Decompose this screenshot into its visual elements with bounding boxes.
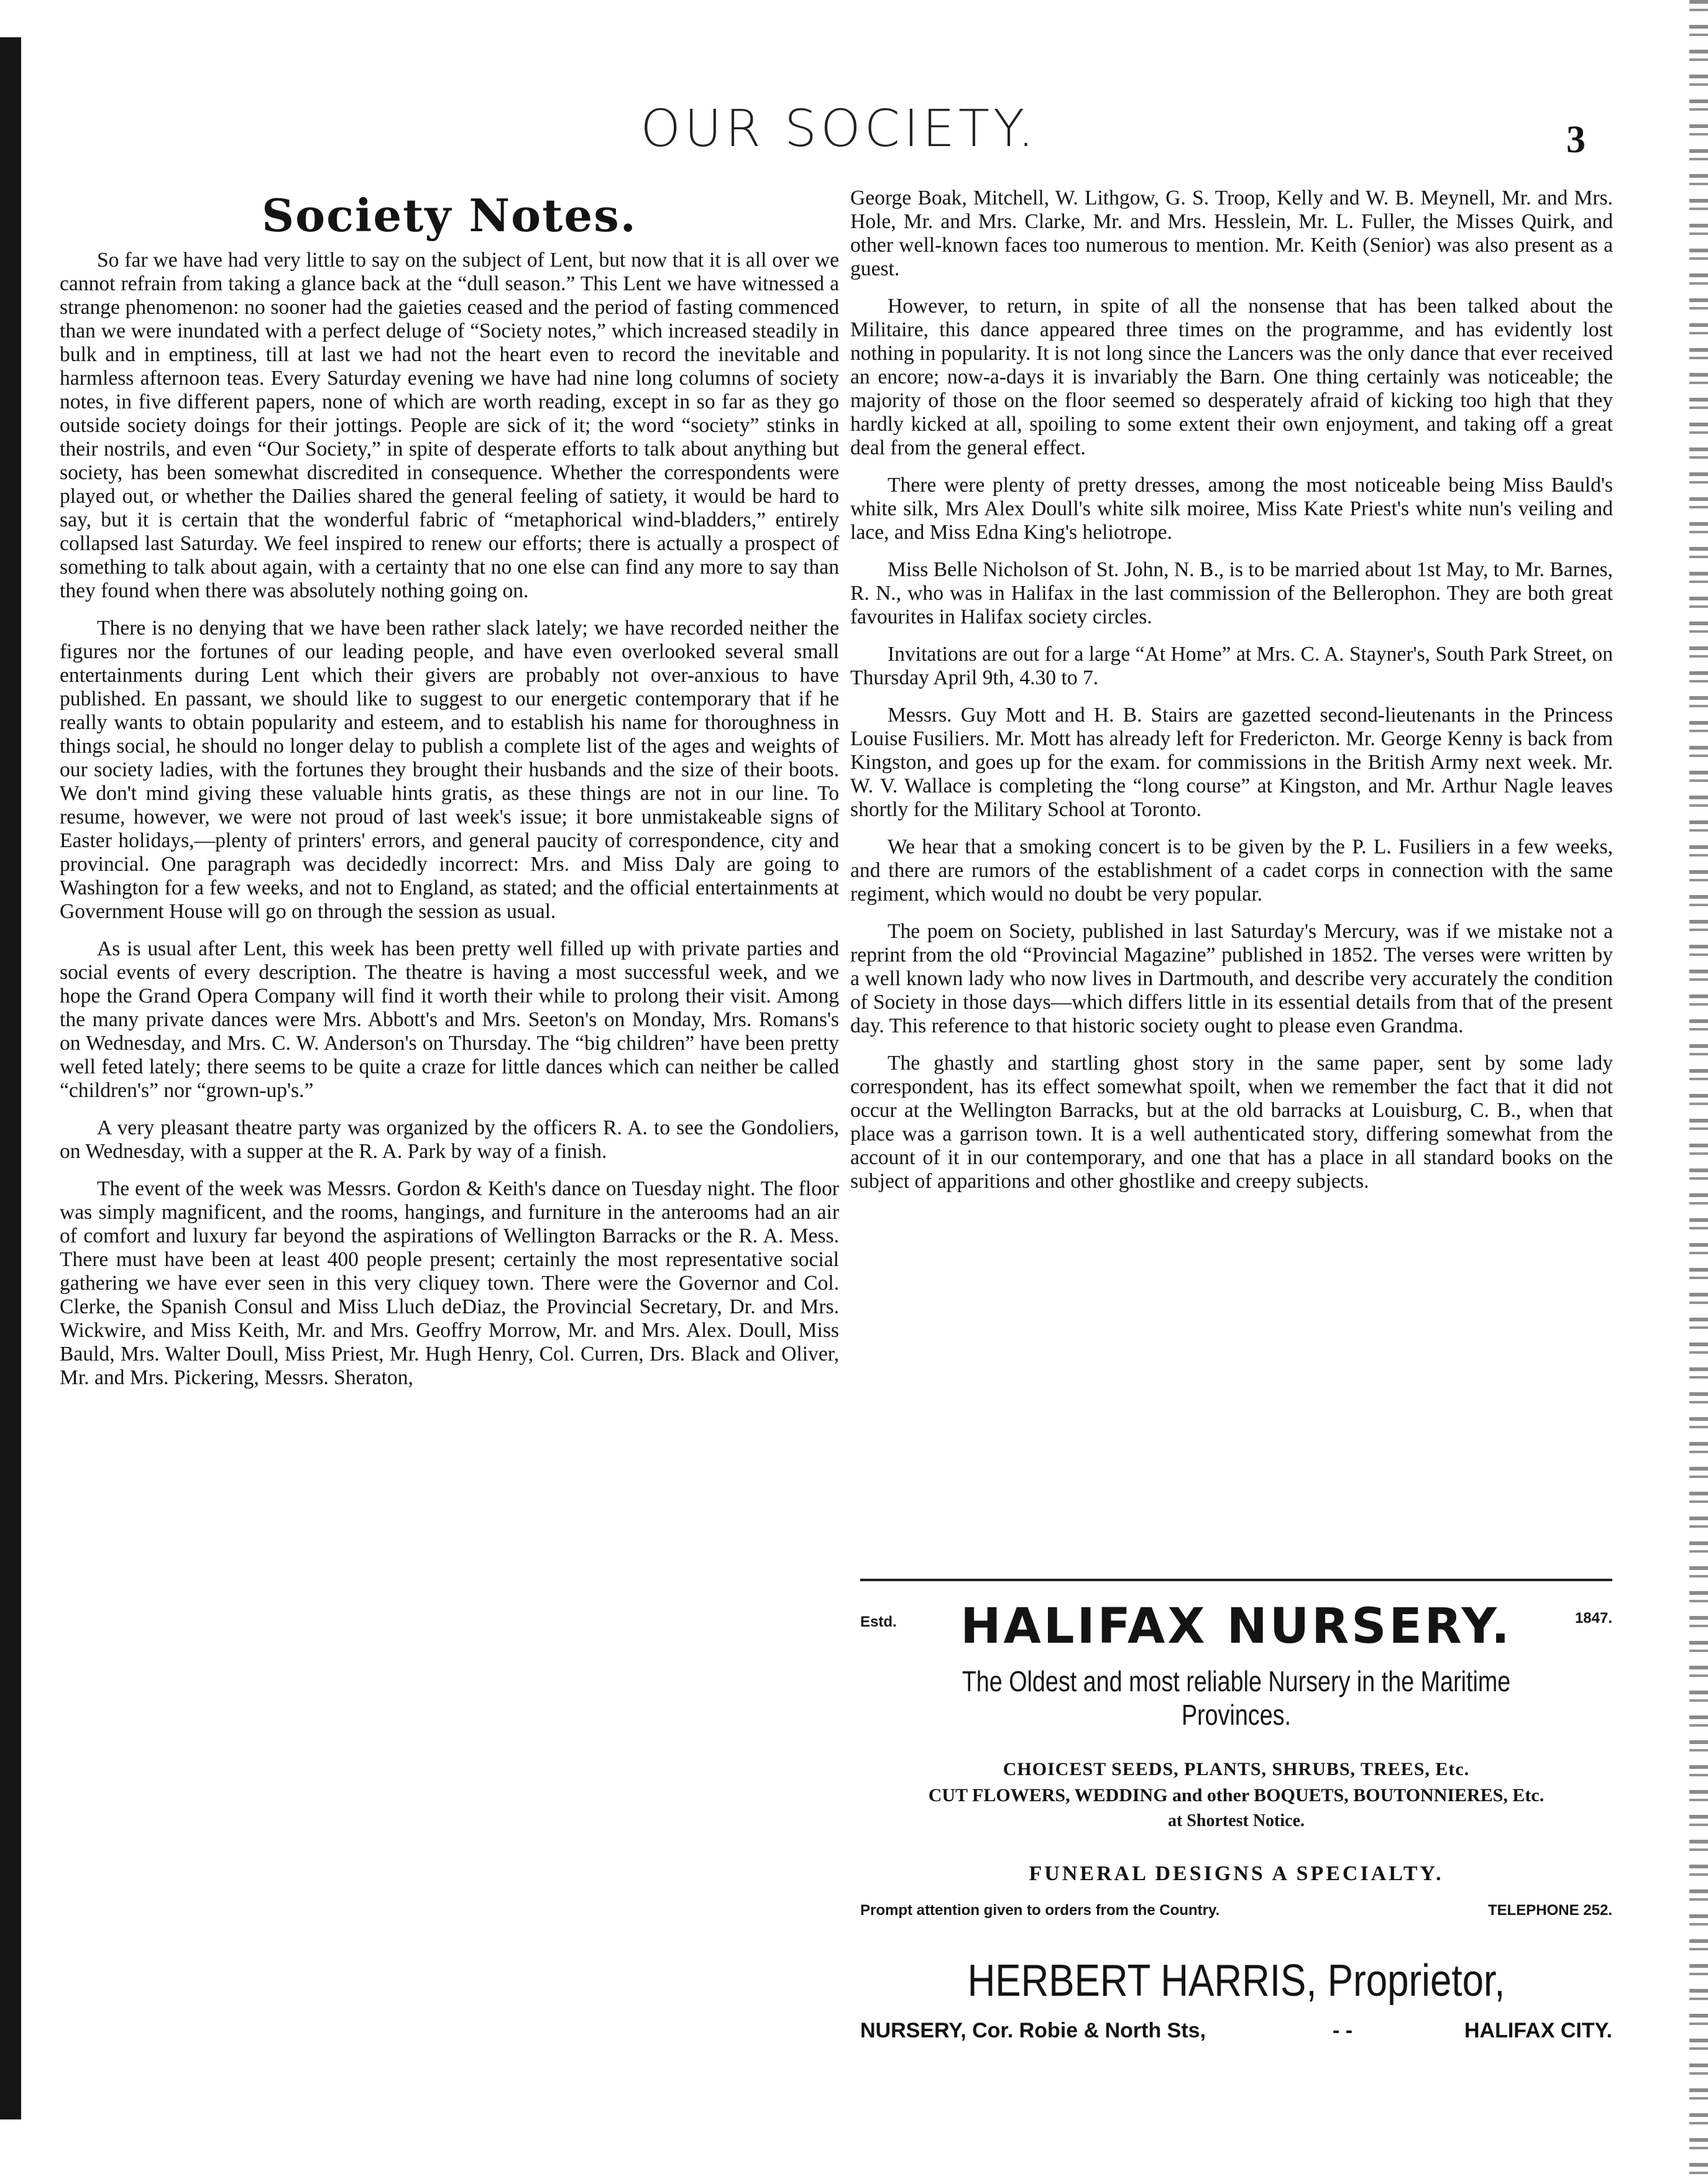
masthead-title: OUR SOCIETY.	[640, 99, 1038, 158]
scan-edge-noise	[1689, 0, 1708, 2176]
scan-edge-bar	[0, 37, 21, 2119]
paragraph: There is no denying that we have been rather slack lately; we have recorded neither the figures nor the fortunes of our leading people, and have even overlooked several small entertainments during Lent which their givers are probably not over-anxious to have published. En passant, we should like to suggest to our energetic contemporary that if he really wants to obtain popularity and esteem, and to establish his name for thoroughness in things social, he should no longer delay to publish a complete list of the ages and weights of our society ladies, with the fortunes they brought their husbands and the size of their boots. We don't mind giving these valuable hints gratis, as these things are not in our line. To resume, however, we were not proud of last week's issue; it bore unmistakeable signs of Easter holidays,—plenty of printers' errors, and general paucity of correspondence, city and provincial. One paragraph was decidedly incorrect: Mrs. and Miss Daly are going to Washington for a few weeks, and not to England, as stated; and the official entertainments at Government House will go on through the session as usual.	[60, 617, 839, 923]
paragraph: The event of the week was Messrs. Gordon & Keith's dance on Tuesday night. The floor was simply magnificent, and the rooms, hangings, and furniture in the anterooms had an air of comfort and luxury far beyond the aspirations of Wellington Barracks or the R. A. Mess. There must have been at least 400 people present; certainly the most representative social gathering we have ever seen in this very cliquey town. There were the Governor and Col. Clerke, the Spanish Consul and Miss Lluch deDiaz, the Provincial Secretary, Dr. and Mrs. Wickwire, and Miss Keith, Mr. and Mrs. Geoffry Morrow, Mr. and Mrs. Alex. Doull, Miss Bauld, Mrs. Walter Doull, Miss Priest, Mr. Hugh Henry, Col. Curren, Drs. Black and Oliver, Mr. and Mrs. Pickering, Messrs. Sheraton,	[60, 1177, 839, 1389]
ad-dashes: - -	[1333, 2019, 1353, 2042]
page-number: 3	[1566, 119, 1586, 161]
ad-city: HALIFAX CITY.	[1464, 2019, 1612, 2042]
paragraph: The ghastly and startling ghost story in the same paper, sent by some lady correspondent, has its effect somewhat spoilt, when we remember the fact that it did not occur at the Wellington Barracks, but at the old barracks at Louisburg, C. B., when that place was a garrison town. It is a well authenticated story, differing somewhat from the account of it in our contemporary, and one that has a place in all standard books on the subject of apparitions and other ghostlike and creepy subjects.	[850, 1052, 1613, 1193]
ad-services-2: CUT FLOWERS, WEDDING and other BOQUETS, BOUTONNIERES, Etc.	[928, 1785, 1545, 1806]
ad-year: 1847.	[1574, 1610, 1612, 1627]
ad-contact-row	[860, 1902, 1612, 1930]
ad-funeral: FUNERAL DESIGNS A SPECIALTY.	[1029, 1862, 1444, 1885]
ad-proprietor: HERBERT HARRIS, Proprietor,	[967, 1956, 1505, 2006]
nursery-advertisement	[860, 1579, 1612, 2049]
paragraph: George Boak, Mitchell, W. Lithgow, G. S. Troop, Kelly and W. B. Meynell, Mr. and Mrs. Hole, Mr. and Mrs. Clarke, Mr. and Mrs. Hesslein, Mr. L. Fuller, the Misses Quirk, and other well-known faces too numerous to mention. Mr. Keith (Senior) was also present as a guest.	[850, 186, 1613, 280]
paragraph: There were plenty of pretty dresses, among the most noticeable being Miss Bauld's white silk, Mrs Alex Doull's white silk moiree, Miss Kate Priest's white nun's veiling and lace, and Miss Edna King's heliotrope.	[850, 474, 1613, 544]
ad-tagline: The Oldest and most reliable Nursery in the Maritime Provinces.	[962, 1665, 1511, 1731]
paragraph: Invitations are out for a large “At Home” at Mrs. C. A. Stayner's, South Park Street, on Thursday April 9th, 4.30 to 7.	[850, 643, 1613, 689]
paragraph: Messrs. Guy Mott and H. B. Stairs are gazetted second-lieutenants in the Princess Louise Fusiliers. Mr. Mott has already left for Fredericton. Mr. George Kenny is back from Kingston, and goes up for the exam. for commissions in the British Army next week. Mr. W. V. Wallace is completing the “long course” at Kingston, and Mr. Arthur Nagle leaves shortly for the Military School at Toronto.	[850, 704, 1613, 821]
section-heading: Society Notes.	[262, 189, 637, 242]
ad-notice: at Shortest Notice.	[1167, 1811, 1305, 1830]
paragraph: As is usual after Lent, this week has been pretty well filled up with private parties and social events of every description. The theatre is having a most successful week, and we hope the Grand Opera Company will find it worth their while to prolong their visit. Among the many private dances were Mrs. Abbott's and Mrs. Seeton's on Monday, Mrs. Romans's on Wednesday, and Mrs. C. W. Anderson's on Thursday. The “big children” have been pretty well feted lately; there seems to be quite a craze for little dances which can neither be called “children's” nor “grown-up's.”	[60, 937, 839, 1102]
paragraph: So far we have had very little to say on the subject of Lent, but now that it is all over we cannot refrain from taking a glance back at the “dull season.” This Lent we have witnessed a strange phenomenon: no sooner had the gaieties ceased and the period of fasting commenced than we were inundated with a perfect deluge of “Society notes,” which increased steadily in bulk and in emptiness, till at last we had not the heart even to record the inevitable and harmless afternoon teas. Every Saturday evening we have had nine long columns of society notes, in five different papers, none of which are worth reading, except in so far as they go outside society doings for their jottings. People are sick of it; the word “society” stinks in their nostrils, and even “Our Society,” in spite of desperate efforts to talk about anything but society, has been somewhat discredited in consequence. Whether the correspondents were played out, or whether the Dailies shared the general feeling of satiety, it would be hard to say, but it is certain that the wonderful fabric of “metaphorical wind-bladders,” entirely collapsed last Saturday. We feel inspired to renew our efforts; there is actually a prospect of something to talk about again, with a certainty that no one else can find any more to say than they found when there was absolutely nothing going on.	[60, 249, 839, 602]
left-column	[60, 186, 839, 1403]
right-column	[850, 186, 1613, 1207]
paragraph: Miss Belle Nicholson of St. John, N. B., is to be married about 1st May, to Mr. Barnes, R. N., who was in Halifax in the last commission of the Bellerophon. They are both great favourites in Halifax society circles.	[850, 558, 1613, 628]
paragraph: We hear that a smoking concert is to be given by the P. L. Fusiliers in a few weeks, and there are rumors of the establishment of a cadet corps in connection with the same regiment, which would no doubt be very popular.	[850, 835, 1613, 906]
ad-business-name: HALIFAX NURSERY.	[960, 1599, 1512, 1655]
ad-title-row	[860, 1599, 1612, 1655]
ad-address-row	[860, 2019, 1612, 2049]
ad-address: NURSERY, Cor. Robie & North Sts,	[860, 2019, 1206, 2042]
paragraph: A very pleasant theatre party was organized by the officers R. A. to see the Gondoliers, on Wednesday, with a supper at the R. A. Park by way of a finish.	[60, 1116, 839, 1163]
paragraph: The poem on Society, published in last Saturday's Mercury, was if we mistake not a reprint from the old “Provincial Magazine” published in 1852. The verses were written by a well known lady who now lives in Dartmouth, and describe very accurately the condition of Society in those days—which differs little in its essential details from that of the present day. This reference to that historic society ought to please even Grandma.	[850, 920, 1613, 1037]
paragraph: However, to return, in spite of all the nonsense that has been talked about the Militaire, this dance appeared three times on the programme, and has evidently lost nothing in popularity. It is not long since the Lancers was the only dance that ever received an encore; now-a-days it is invariably the Barn. One thing certainly was noticeable; the majority of those on the floor seemed so desperately afraid of kicking too high that they hardly kicked at all, spoiling to some extent their own enjoyment, and taking off a great deal from the general effect.	[850, 295, 1613, 459]
ad-telephone: TELEPHONE 252.	[1487, 1902, 1612, 1919]
ad-estd: Estd.	[860, 1614, 897, 1630]
ad-services-1: CHOICEST SEEDS, PLANTS, SHRUBS, TREES, Etc.	[1003, 1759, 1470, 1779]
ad-prompt: Prompt attention given to orders from the Country.	[860, 1902, 1220, 1919]
